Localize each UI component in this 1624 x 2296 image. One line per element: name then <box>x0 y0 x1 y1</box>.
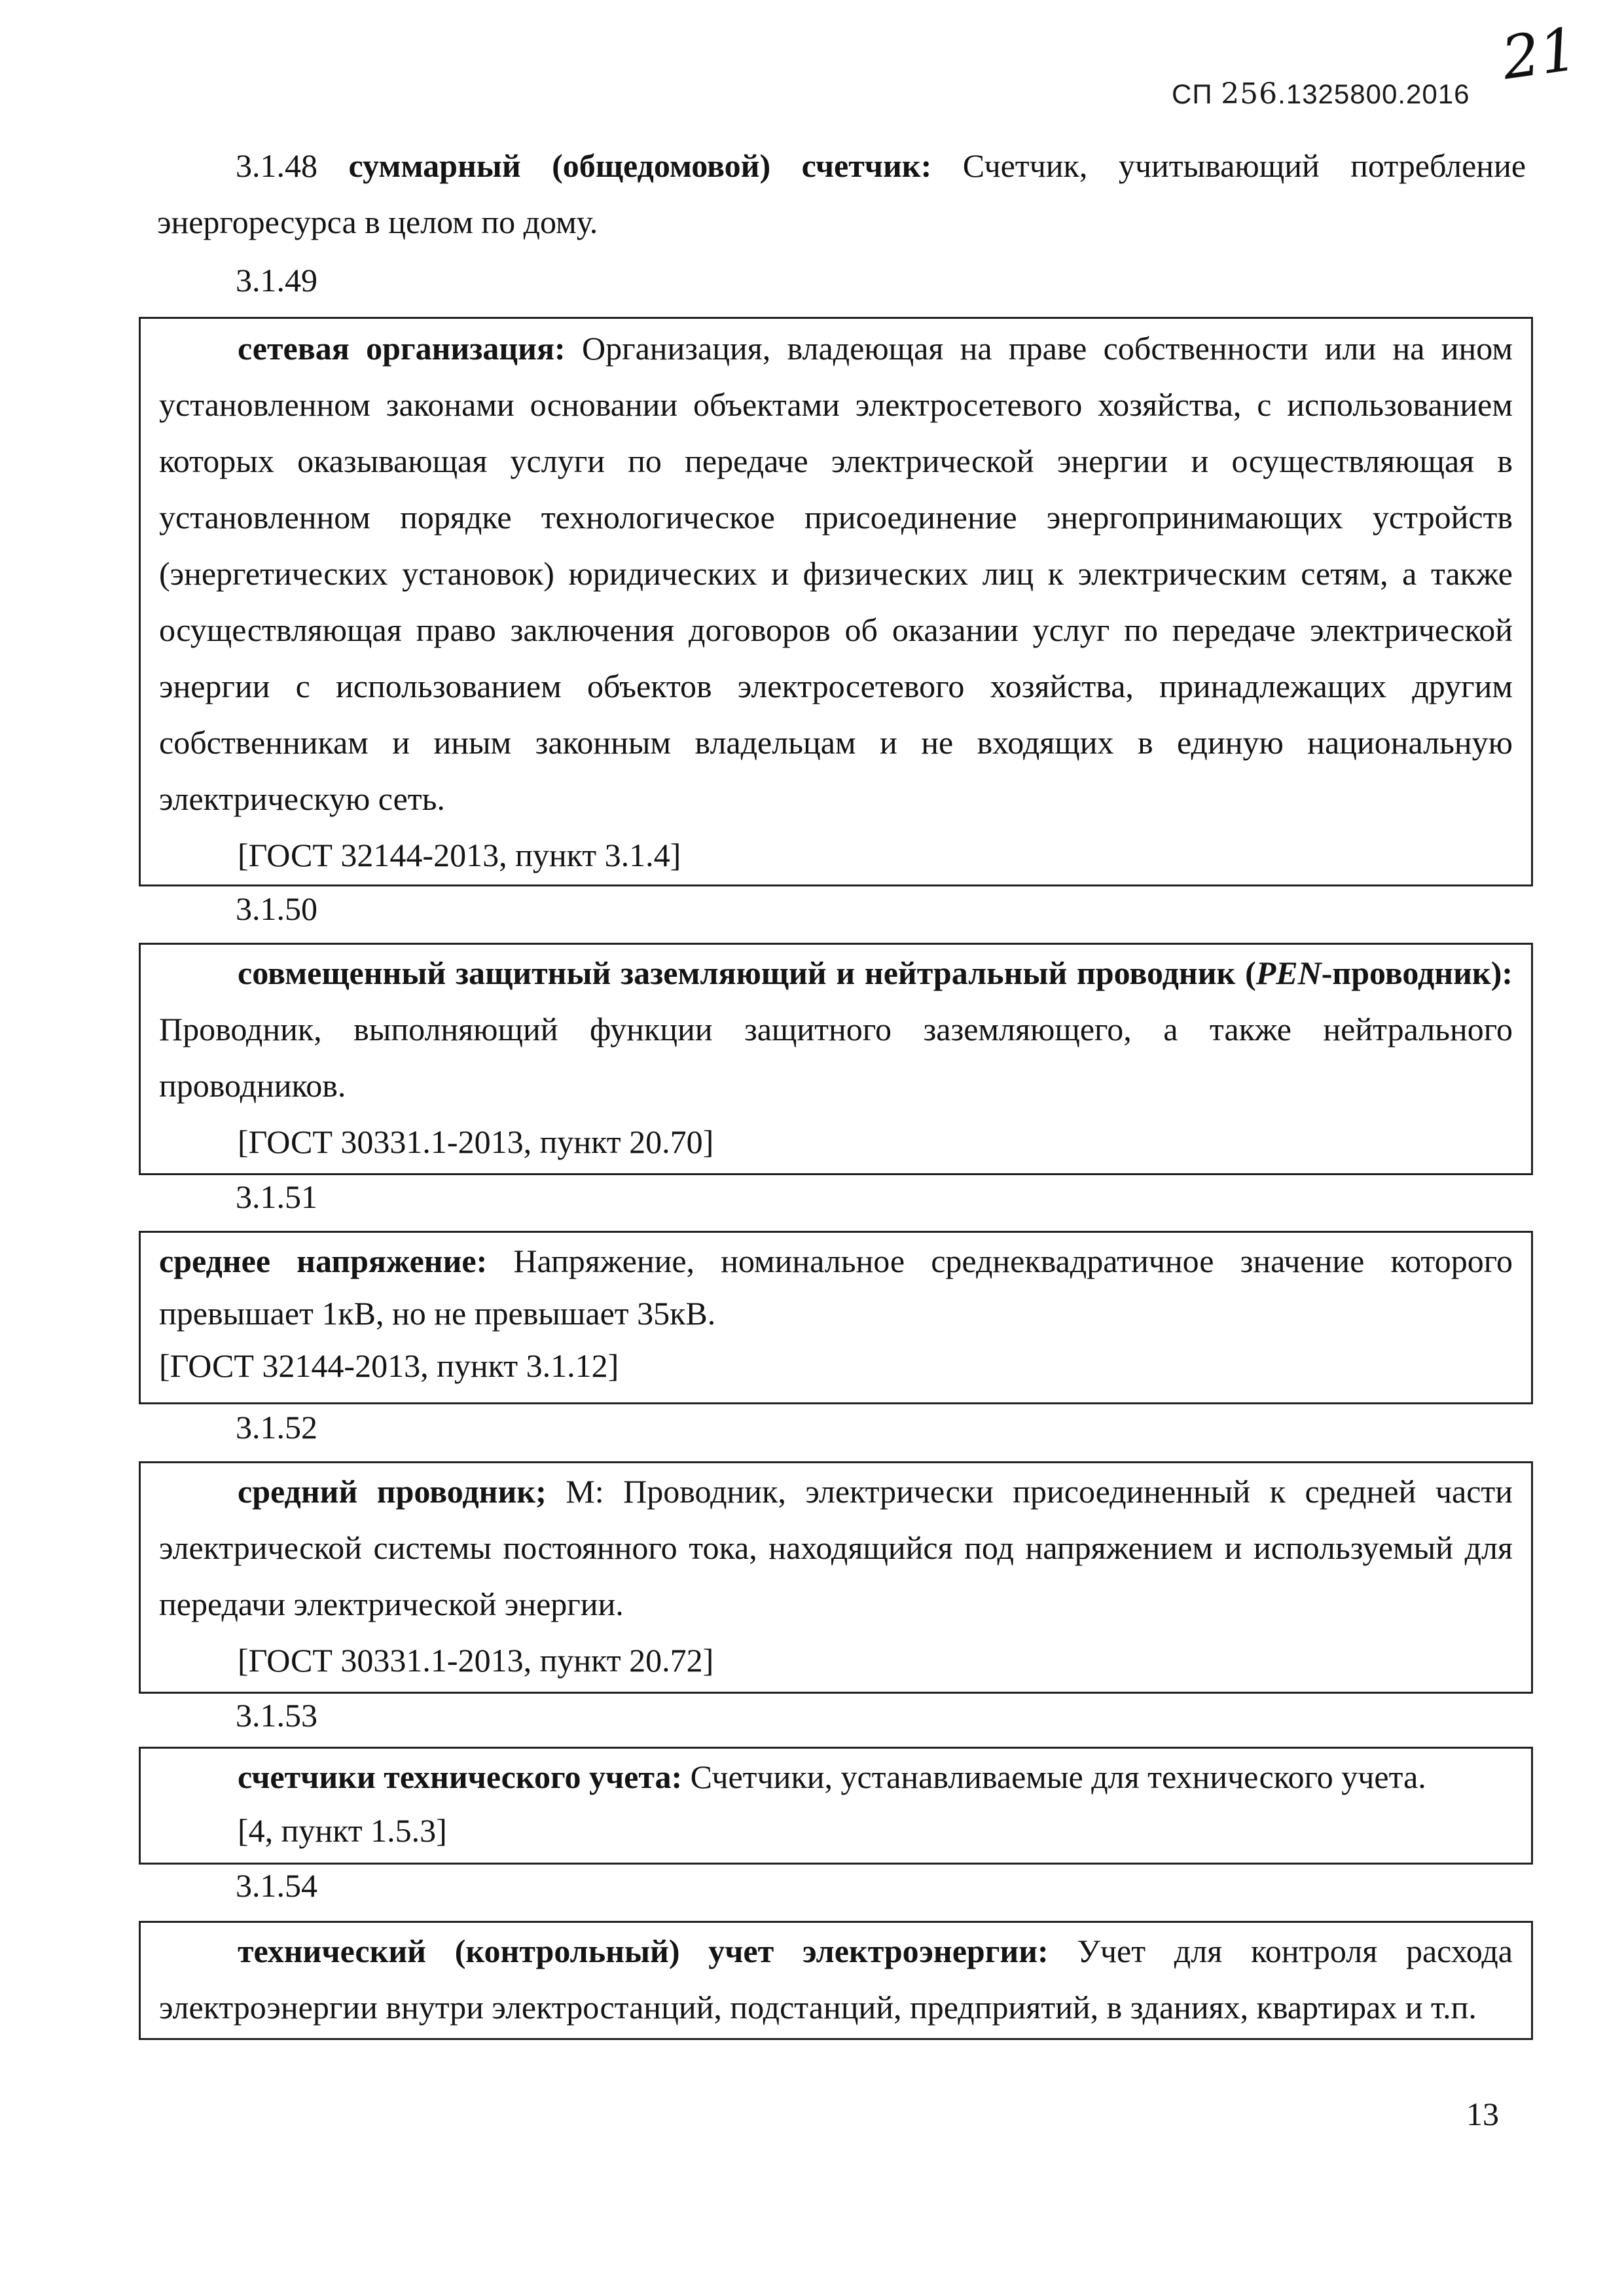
source-reference: [ГОСТ 30331.1-2013, пункт 20.70] <box>238 1123 714 1160</box>
entry-number: 3.1.50 <box>236 890 317 927</box>
entry-number: 3.1.54 <box>236 1867 317 1904</box>
definition-box-3-1-53 <box>139 1747 1533 1865</box>
source-reference: [4, пункт 1.5.3] <box>238 1812 447 1849</box>
term: совмещенный защитный заземляющий и нейтральный проводник (PEN-проводник): <box>238 955 1513 991</box>
source-reference: [ГОСТ 32144-2013, пункт 3.1.4] <box>238 837 681 873</box>
definition-line: сетевая организация: Организация, владеющая на праве собственности или на ином <box>238 330 1513 367</box>
definition-line: установленном порядке технологическое присоединение энергопринимающих устройств <box>159 499 1513 536</box>
definition-line: проводников. <box>159 1067 346 1104</box>
entry-number: 3.1.49 <box>236 262 317 299</box>
definition-line: Проводник, выполняющий функции защитного заземляющего, а также нейтрального <box>159 1011 1513 1048</box>
definition-line: счетчики технического учета: Счетчики, устанавливаемые для технического учета. <box>238 1758 1426 1795</box>
definition-box-3-1-51 <box>139 1231 1533 1404</box>
entry-number: 3.1.52 <box>236 1409 317 1446</box>
term: суммарный (общедомовой) счетчик: <box>348 147 932 184</box>
term: сетевая организация: <box>238 330 566 367</box>
definition-line: передачи электрической энергии. <box>159 1586 624 1622</box>
entry-3-1-48-line-2: энергоресурса в целом по дому. <box>157 204 598 240</box>
code-prefix: СП <box>1172 79 1221 109</box>
entry-number: 3.1.53 <box>236 1697 317 1734</box>
definition-line: установленном законами основании объектами электросетевого хозяйства, с использованием <box>159 386 1513 423</box>
term: технический (контрольный) учет электроэнергии: <box>238 1933 1049 1969</box>
definition-box-3-1-50 <box>139 943 1533 1175</box>
definition-line: которых оказывающая услуги по передаче электрической энергии и осуществляющая в <box>159 443 1513 479</box>
source-reference: [ГОСТ 32144-2013, пункт 3.1.12] <box>159 1347 619 1384</box>
definition-box-3-1-54 <box>139 1921 1533 2040</box>
definition-line: электрическую сеть. <box>159 780 445 817</box>
definition-line: осуществляющая право заключения договоров об оказании услуг по передаче электрической <box>159 611 1513 648</box>
term: среднее напряжение: <box>159 1243 488 1279</box>
definition-line: средний проводник; М: Проводник, электрически присоединенный к средней части <box>238 1473 1513 1510</box>
definition-line: среднее напряжение: Напряжение, номинальное среднеквадратичное значение которого <box>159 1243 1513 1279</box>
definition-line: превышает 1кВ, но не превышает 35кВ. <box>159 1295 716 1332</box>
term: счетчики технического учета: <box>238 1758 683 1795</box>
definition-line: электрической системы постоянного тока, находящийся под напряжением и используемый для <box>159 1529 1513 1566</box>
definition-line: электроэнергии внутри электростанций, подстанций, предприятий, в зданиях, квартирах и т.п. <box>159 1989 1477 2026</box>
definition-line: технический (контрольный) учет электроэнергии: Учет для контроля расхода <box>238 1933 1513 1969</box>
definition-box-3-1-52 <box>139 1461 1533 1694</box>
handwritten-number: 256 <box>1221 77 1278 111</box>
handwritten-page-note: 21 <box>1498 14 1582 94</box>
code-suffix: .1325800.2016 <box>1278 79 1470 109</box>
document-code <box>1172 77 1470 111</box>
source-reference: [ГОСТ 30331.1-2013, пункт 20.72] <box>238 1642 714 1679</box>
definition-line <box>159 945 1513 1001</box>
entry-number: 3.1.48 <box>236 147 317 184</box>
term: средний проводник; <box>238 1473 547 1510</box>
definition-line: (энергетических установок) юридических и физических лиц к электрическим сетям, а также <box>159 555 1513 592</box>
definition-box-3-1-49 <box>139 317 1533 886</box>
definition-line: энергии с использованием объектов электросетевого хозяйства, принадлежащих другим <box>159 668 1513 704</box>
page-number: 13 <box>1466 2096 1499 2132</box>
entry-number: 3.1.51 <box>236 1178 317 1215</box>
entry-3-1-48-line-1 <box>157 137 1526 194</box>
definition: Счетчик, учитывающий потребление <box>931 147 1526 184</box>
definition-line: собственникам и иным законным владельцам и не входящих в единую национальную <box>159 724 1513 761</box>
